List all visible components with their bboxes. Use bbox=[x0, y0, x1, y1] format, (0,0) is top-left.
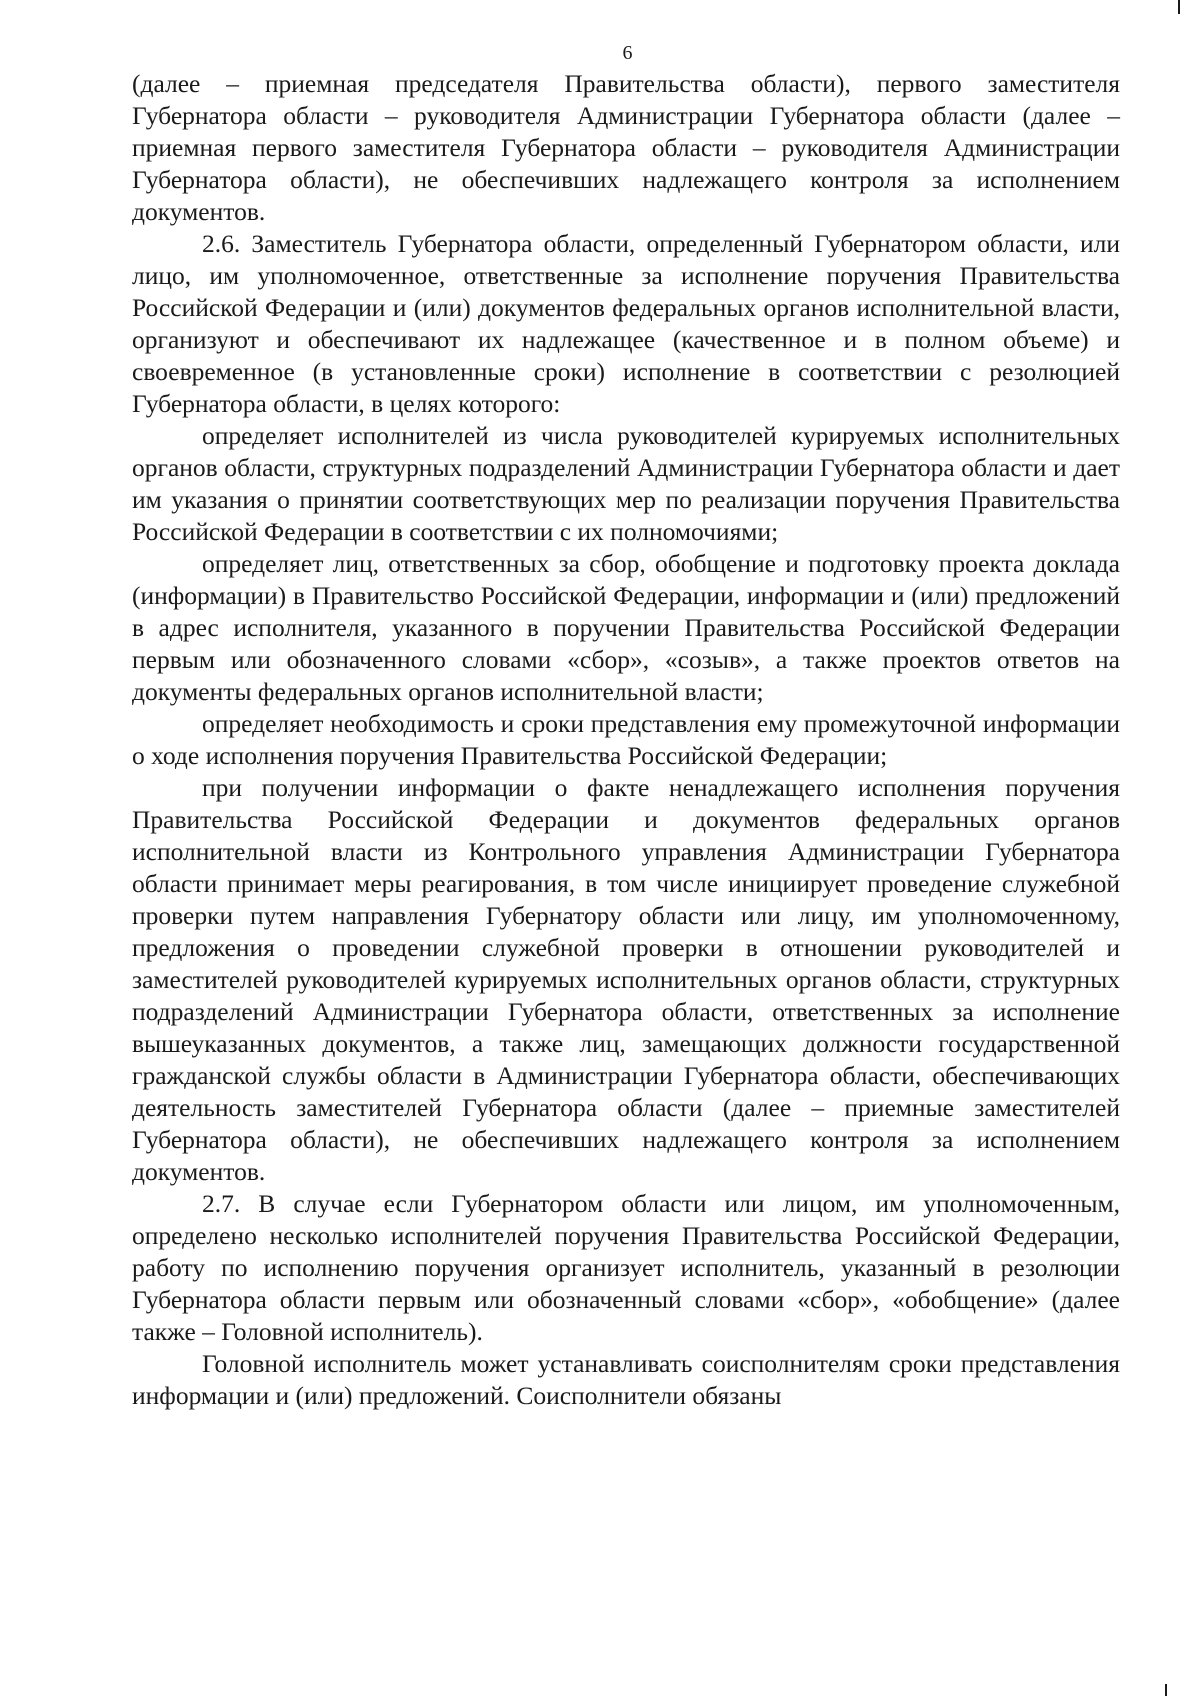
paragraph-determines-necessity: определяет необходимость и сроки представления ему промежуточной информации о ходе исполнения поручения Правительства Российской Федерации; bbox=[132, 709, 1120, 770]
paragraph-head-executor: Головной исполнитель может устанавливать соисполнителям сроки представления информации и (или) предложений. Соисполнители обязаны bbox=[132, 1349, 1120, 1410]
paragraph-determines-persons: определяет лиц, ответственных за сбор, обобщение и подготовку проекта доклада (информации) в Правительство Российской Федерации, информации и (или) предложений в адрес исполнителя, указанного в поручении Правительства Российской Федерации первым или обозначенного словами «сбор», «созыв», а также проектов ответов на документы федеральных органов исполнительной власти; bbox=[132, 549, 1120, 706]
paragraph-2-7: 2.7. В случае если Губернатором области или лицом, им уполномоченным, определено несколько исполнителей поручения Правительства Российской Федерации, работу по исполнению поручения организует исполнитель, указанный в резолюции Губернатора области первым или обозначенный словами «сбор», «обобщение» (далее также – Головной исполнитель). bbox=[132, 1189, 1120, 1346]
paragraph-upon-receiving: при получении информации о факте ненадлежащего исполнения поручения Правительства Российской Федерации и документов федеральных органов исполнительной власти из Контрольного управления Администрации Губернатора области принимает меры реагирования, в том числе инициирует проведение служебной проверки путем направления Губернатору области или лицу, им уполномоченному, предложения о проведении служебной проверки в отношении руководителей и заместителей руководителей курируемых исполнительных органов области, структурных подразделений Администрации Губернатора области, ответственных за исполнение вышеуказанных документов, а также лиц, замещающих должности государственной гражданской службы области в Администрации Губернатора области, обеспечивающих деятельность заместителей Губернатора области (далее – приемные заместителей Губернатора области), не обеспечивших надлежащего контроля за исполнением документов. bbox=[132, 773, 1120, 1186]
page-number: 6 bbox=[622, 42, 633, 64]
scan-artifact-bottom-right bbox=[1165, 1684, 1167, 1696]
paragraph-continuation: (далее – приемная председателя Правительства области), первого заместителя Губернатора области – руководителя Администрации Губернатора области (далее – приемная первого заместителя Губернатора области – руководителя Администрации Губернатора области), не обеспечивших надлежащего контроля за исполнением документов. bbox=[132, 69, 1120, 226]
scan-artifact-top-right bbox=[1178, 0, 1180, 14]
document-body bbox=[132, 68, 1120, 1412]
paragraph-determines-executors: определяет исполнителей из числа руководителей курируемых исполнительных органов области, структурных подразделений Администрации Губернатора области и дает им указания о принятии соответствующих мер по реализации поручения Правительства Российской Федерации в соответствии с их полномочиями; bbox=[132, 421, 1120, 546]
paragraph-2-6: 2.6. Заместитель Губернатора области, определенный Губернатором области, или лицо, им уполномоченное, ответственные за исполнение поручения Правительства Российской Федерации и (или) документов федеральных органов исполнительной власти, организуют и обеспечивают их надлежащее (качественное и в полном объеме) и своевременное (в установленные сроки) исполнение в соответствии с резолюцией Губернатора области, в целях которого: bbox=[132, 229, 1120, 418]
